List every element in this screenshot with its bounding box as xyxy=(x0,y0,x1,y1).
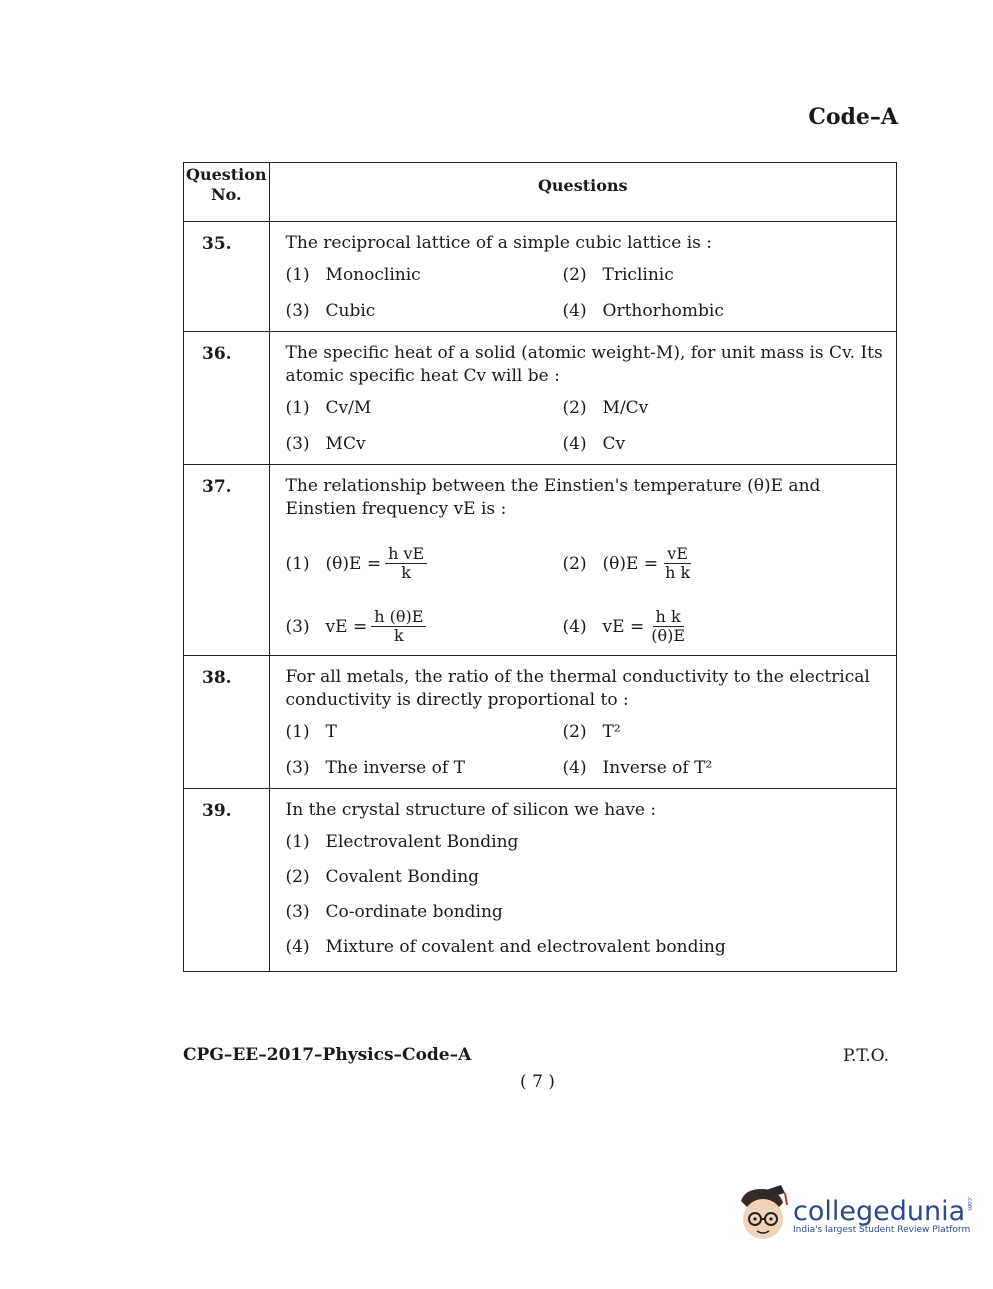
brand-name: collegedunia xyxy=(793,1195,966,1227)
question-number-header: Question No. xyxy=(184,163,270,222)
fraction: $\frac{h (\theta)E}{k}$ xyxy=(371,608,426,645)
table-row xyxy=(184,222,897,332)
question-number: 39. xyxy=(184,789,270,972)
questions-table xyxy=(183,162,897,972)
question-number: 35. xyxy=(184,222,270,332)
table-row xyxy=(184,332,897,465)
fraction: $\frac{vE}{\text{h k}}$ xyxy=(665,544,691,582)
option: (2) (θ)E = $\frac{vE}{\text{h k}}$ xyxy=(563,545,888,582)
option: (2) Covalent Bonding xyxy=(285,867,480,887)
option: (4) Orthorhombic xyxy=(562,301,724,321)
option: (4) vE = $\frac{\text{h k}}{(\theta)E}$ xyxy=(563,608,888,645)
table-row xyxy=(184,656,897,789)
brand-tagline: India's largest Student Review Platform xyxy=(793,1224,971,1235)
option: (3) The inverse of T xyxy=(285,758,465,778)
brand-suffix: .com xyxy=(966,1195,974,1211)
collegedunia-watermark xyxy=(735,1183,973,1247)
option: (1) T xyxy=(285,722,337,742)
question-stem: In the crystal structure of silicon we have : xyxy=(285,800,657,820)
option: (3) MCv xyxy=(285,434,366,454)
page-number: ( 7 ) xyxy=(520,1072,555,1092)
pto-label: P.T.O. xyxy=(843,1046,889,1066)
question-stem: For all metals, the ratio of the thermal conductivity to the electrical conductivity is directly proportional to : xyxy=(285,667,870,710)
mascot-icon xyxy=(735,1183,791,1247)
questions-header: Questions xyxy=(269,163,896,222)
option: (1) Electrovalent Bonding xyxy=(285,832,519,852)
option: (3) Cubic xyxy=(285,301,376,321)
option: (1) (θ)E = $\frac{\text{h vE}}{k}$ xyxy=(286,545,563,582)
fraction: $\frac{\text{h vE}}{k}$ xyxy=(385,545,427,582)
table-row xyxy=(184,789,897,972)
question-number: 36. xyxy=(184,332,270,465)
option: (4) Mixture of covalent and electrovalent bonding xyxy=(285,937,726,957)
option: (2) T² xyxy=(562,722,621,742)
paper-code-footer: CPG–EE–2017–Physics–Code–A xyxy=(183,1045,472,1065)
option: (2) Triclinic xyxy=(562,265,674,285)
fraction: $\frac{\text{h k}}{(\theta)E}$ xyxy=(651,607,685,645)
table-row xyxy=(184,465,897,656)
question-stem: The reciprocal lattice of a simple cubic lattice is : xyxy=(285,233,713,253)
question-number: 38. xyxy=(184,656,270,789)
paper-code-label: Code–A xyxy=(808,104,898,130)
option: (3) vE = $\frac{h (\theta)E}{k}$ xyxy=(286,608,563,645)
question-number: 37. xyxy=(184,465,270,656)
option: (1) Monoclinic xyxy=(285,265,421,285)
option: (1) Cv/M xyxy=(285,398,372,418)
option: (2) M/Cv xyxy=(562,398,649,418)
question-stem: The specific heat of a solid (atomic weight-M), for unit mass is Cv. Its atomic specific heat Cv will be : xyxy=(285,343,883,386)
option: (4) Cv xyxy=(562,434,626,454)
question-stem: The relationship between the Einstien's temperature (θ)E and Einstien frequency vE is : xyxy=(285,476,821,519)
table-header-row xyxy=(184,163,897,222)
option: (4) Inverse of T² xyxy=(562,758,713,778)
option: (3) Co-ordinate bonding xyxy=(285,902,503,922)
